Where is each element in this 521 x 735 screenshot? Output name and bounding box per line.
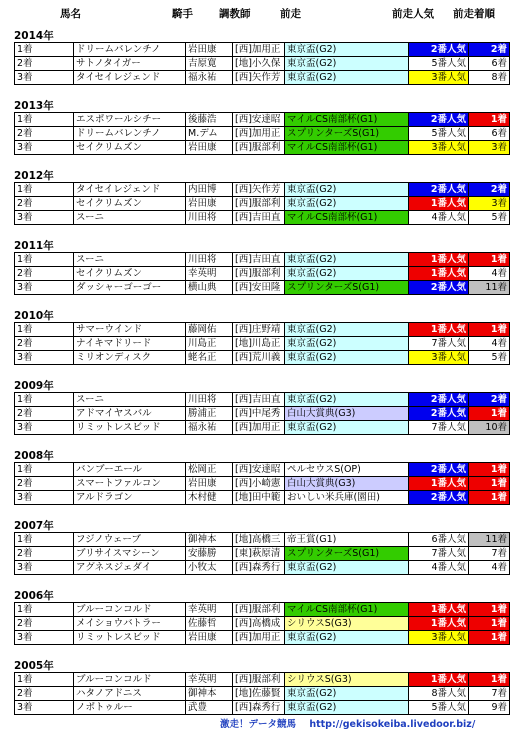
position-cell: 1着	[14, 42, 74, 57]
prev-popularity-cell: 1番人気	[408, 602, 469, 617]
prev-popularity-cell: 1番人気	[408, 322, 469, 337]
table-row	[14, 406, 510, 421]
position-cell: 3着	[14, 280, 74, 295]
trainer-cell: [西]服部利	[232, 140, 285, 155]
prev-race-cell: 東京盃(G2)	[284, 630, 409, 645]
prev-race-cell: 東京盃(G2)	[284, 196, 409, 211]
prev-popularity-cell: 8番人気	[408, 686, 469, 701]
prev-popularity-cell: 3番人気	[408, 70, 469, 85]
prev-race-cell: スプリンターズS(G1)	[284, 280, 409, 295]
year-heading: 2006年	[14, 590, 54, 602]
horse-name-cell: メイショウバトラー	[73, 616, 186, 631]
jockey-cell: 小牧太	[185, 560, 233, 575]
table-row	[14, 140, 510, 155]
position-cell: 1着	[14, 532, 74, 547]
prev-popularity-cell: 2番人気	[408, 462, 469, 477]
jockey-cell: 岩田康	[185, 476, 233, 491]
trainer-cell: [西]矢作芳	[232, 70, 285, 85]
horse-name-cell: バンブーエール	[73, 462, 186, 477]
year-heading: 2011年	[14, 240, 54, 252]
position-cell: 2着	[14, 546, 74, 561]
prev-popularity-cell: 2番人気	[408, 490, 469, 505]
position-cell: 1着	[14, 462, 74, 477]
prev-finish-cell: 1着	[468, 490, 510, 505]
prev-popularity-cell: 5番人気	[408, 126, 469, 141]
position-cell: 2着	[14, 476, 74, 491]
horse-name-cell: ブリサイスマシーン	[73, 546, 186, 561]
footer	[220, 716, 485, 730]
table-row	[14, 532, 510, 547]
prev-popularity-cell: 4番人気	[408, 210, 469, 225]
position-cell: 3着	[14, 420, 74, 435]
trainer-cell: [西]加用正	[232, 42, 285, 57]
position-cell: 2着	[14, 126, 74, 141]
prev-race-cell: 東京盃(G2)	[284, 336, 409, 351]
position-cell: 2着	[14, 336, 74, 351]
table-row	[14, 280, 510, 295]
year-heading: 2014年	[14, 30, 54, 42]
prev-popularity-cell: 1番人気	[408, 266, 469, 281]
prev-popularity-cell: 2番人気	[408, 112, 469, 127]
prev-popularity-cell: 3番人気	[408, 140, 469, 155]
year-heading: 2008年	[14, 450, 54, 462]
jockey-cell: 岩田康	[185, 196, 233, 211]
prev-finish-cell: 3着	[468, 140, 510, 155]
horse-name-cell: サマーウインド	[73, 322, 186, 337]
prev-finish-cell: 3着	[468, 196, 510, 211]
jockey-cell: 川島正	[185, 336, 233, 351]
trainer-cell: [西]安達昭	[232, 462, 285, 477]
prev-finish-cell: 9着	[468, 700, 510, 715]
position-cell: 1着	[14, 392, 74, 407]
trainer-cell: [西]荒川義	[232, 350, 285, 365]
trainer-cell: [西]服部利	[232, 672, 285, 687]
prev-popularity-cell: 2番人気	[408, 182, 469, 197]
table-row	[14, 182, 510, 197]
position-cell: 3着	[14, 350, 74, 365]
trainer-cell: [西]加用正	[232, 420, 285, 435]
trainer-cell: [地]佐藤賢	[232, 686, 285, 701]
prev-finish-cell: 2着	[468, 42, 510, 57]
horse-name-cell: ブルーコンコルド	[73, 672, 186, 687]
table-row	[14, 56, 510, 71]
horse-name-cell: ミリオンディスク	[73, 350, 186, 365]
prev-race-cell: 東京盃(G2)	[284, 322, 409, 337]
horse-name-cell: ナイキマドリード	[73, 336, 186, 351]
prev-race-cell: 帝王賞(G1)	[284, 532, 409, 547]
jockey-cell: 岩田康	[185, 630, 233, 645]
year-heading: 2012年	[14, 170, 54, 182]
table-row	[14, 322, 510, 337]
prev-race-cell: ペルセウスS(OP)	[284, 462, 409, 477]
prev-popularity-cell: 2番人気	[408, 406, 469, 421]
position-cell: 2着	[14, 196, 74, 211]
table-row	[14, 700, 510, 715]
horse-name-cell: リミットレスビッド	[73, 420, 186, 435]
jockey-cell: 福永祐	[185, 70, 233, 85]
year-heading: 2010年	[14, 310, 54, 322]
horse-name-cell: フジノウェーブ	[73, 532, 186, 547]
prev-race-cell: シリウスS(G3)	[284, 672, 409, 687]
horse-name-cell: スーニ	[73, 252, 186, 267]
prev-popularity-cell: 1番人気	[408, 252, 469, 267]
prev-finish-cell: 1着	[468, 476, 510, 491]
prev-race-cell: 東京盃(G2)	[284, 252, 409, 267]
jockey-cell: 幸英明	[185, 602, 233, 617]
prev-finish-cell: 1着	[468, 616, 510, 631]
table-row	[14, 42, 510, 57]
jockey-cell: M.デム	[185, 126, 233, 141]
prev-popularity-cell: 7番人気	[408, 420, 469, 435]
prev-race-cell: 東京盃(G2)	[284, 182, 409, 197]
horse-name-cell: ハタノアドニス	[73, 686, 186, 701]
table-row	[14, 350, 510, 365]
trainer-cell: [西]服部利	[232, 196, 285, 211]
table-row	[14, 616, 510, 631]
prev-finish-cell: 1着	[468, 602, 510, 617]
footer-site-name: 激走！データ競馬	[220, 719, 297, 730]
prev-finish-cell: 7着	[468, 686, 510, 701]
table-row	[14, 602, 510, 617]
prev-race-cell: マイルCS南部杯(G1)	[284, 112, 409, 127]
trainer-cell: [西]吉田直	[232, 210, 285, 225]
jockey-cell: 御神本	[185, 686, 233, 701]
position-cell: 2着	[14, 616, 74, 631]
position-cell: 1着	[14, 672, 74, 687]
jockey-cell: 岩田康	[185, 42, 233, 57]
horse-name-cell: セイクリムズン	[73, 196, 186, 211]
prev-popularity-cell: 7番人気	[408, 546, 469, 561]
table-row	[14, 252, 510, 267]
jockey-cell: 幸英明	[185, 672, 233, 687]
header-horse: 馬名	[60, 8, 81, 20]
position-cell: 3着	[14, 210, 74, 225]
header-prev-race: 前走	[280, 8, 301, 20]
trainer-cell: [西]小崎憲	[232, 476, 285, 491]
prev-race-cell: 東京盃(G2)	[284, 350, 409, 365]
prev-finish-cell: 1着	[468, 322, 510, 337]
prev-race-cell: 東京盃(G2)	[284, 42, 409, 57]
prev-race-cell: シリウスS(G3)	[284, 616, 409, 631]
trainer-cell: [西]中尾秀	[232, 406, 285, 421]
jockey-cell: 内田博	[185, 182, 233, 197]
trainer-cell: [地]田中範	[232, 490, 285, 505]
horse-name-cell: アドマイヤスバル	[73, 406, 186, 421]
jockey-cell: 川田将	[185, 392, 233, 407]
prev-finish-cell: 2着	[468, 392, 510, 407]
position-cell: 3着	[14, 560, 74, 575]
prev-race-cell: スプリンターズS(G1)	[284, 126, 409, 141]
prev-finish-cell: 6着	[468, 126, 510, 141]
trainer-cell: [地]小久保	[232, 56, 285, 71]
horse-name-cell: タイセイレジェンド	[73, 182, 186, 197]
horse-name-cell: セイクリムズン	[73, 140, 186, 155]
footer-url[interactable]: http://gekisokeiba.livedoor.biz/	[309, 719, 476, 730]
table-row	[14, 196, 510, 211]
trainer-cell: [西]矢作芳	[232, 182, 285, 197]
prev-race-cell: マイルCS南部杯(G1)	[284, 140, 409, 155]
trainer-cell: [西]森秀行	[232, 560, 285, 575]
prev-popularity-cell: 2番人気	[408, 392, 469, 407]
jockey-cell: 安藤勝	[185, 546, 233, 561]
header-prev-finish: 前走着順	[453, 8, 495, 20]
header-prev-popularity: 前走人気	[392, 8, 434, 20]
prev-race-cell: 東京盃(G2)	[284, 266, 409, 281]
prev-finish-cell: 1着	[468, 630, 510, 645]
horse-name-cell: スーニ	[73, 210, 186, 225]
table-row	[14, 70, 510, 85]
position-cell: 3着	[14, 70, 74, 85]
trainer-cell: [西]服部利	[232, 266, 285, 281]
trainer-cell: [西]安達昭	[232, 112, 285, 127]
prev-popularity-cell: 2番人気	[408, 42, 469, 57]
horse-name-cell: リミットレスビッド	[73, 630, 186, 645]
trainer-cell: [西]森秀行	[232, 700, 285, 715]
prev-finish-cell: 8着	[468, 70, 510, 85]
prev-popularity-cell: 5番人気	[408, 56, 469, 71]
jockey-cell: 武豊	[185, 700, 233, 715]
trainer-cell: [西]安田隆	[232, 280, 285, 295]
table-row	[14, 490, 510, 505]
prev-race-cell: 東京盃(G2)	[284, 420, 409, 435]
year-heading: 2013年	[14, 100, 54, 112]
prev-finish-cell: 10着	[468, 420, 510, 435]
position-cell: 2着	[14, 56, 74, 71]
prev-finish-cell: 4着	[468, 336, 510, 351]
trainer-cell: [西]吉田直	[232, 392, 285, 407]
trainer-cell: [地]川島正	[232, 336, 285, 351]
horse-name-cell: アルドラゴン	[73, 490, 186, 505]
jockey-cell: 吉原寛	[185, 56, 233, 71]
position-cell: 1着	[14, 112, 74, 127]
prev-popularity-cell: 3番人気	[408, 630, 469, 645]
prev-popularity-cell: 4番人気	[408, 560, 469, 575]
prev-popularity-cell: 1番人気	[408, 196, 469, 211]
jockey-cell: 藤岡佑	[185, 322, 233, 337]
horse-name-cell: スマートファルコン	[73, 476, 186, 491]
table-row	[14, 126, 510, 141]
jockey-cell: 松岡正	[185, 462, 233, 477]
trainer-cell: [西]吉田直	[232, 252, 285, 267]
table-row	[14, 210, 510, 225]
year-heading: 2007年	[14, 520, 54, 532]
table-row	[14, 336, 510, 351]
table-row	[14, 546, 510, 561]
prev-finish-cell: 11着	[468, 532, 510, 547]
prev-race-cell: 東京盃(G2)	[284, 686, 409, 701]
prev-finish-cell: 1着	[468, 252, 510, 267]
position-cell: 2着	[14, 266, 74, 281]
horse-name-cell: ブルーコンコルド	[73, 602, 186, 617]
table-row	[14, 672, 510, 687]
jockey-cell: 福永祐	[185, 420, 233, 435]
prev-race-cell: マイルCS南部杯(G1)	[284, 602, 409, 617]
horse-name-cell: アグネスジェダイ	[73, 560, 186, 575]
trainer-cell: [西]加用正	[232, 126, 285, 141]
prev-race-cell: マイルCS南部杯(G1)	[284, 210, 409, 225]
jockey-cell: 木村健	[185, 490, 233, 505]
position-cell: 3着	[14, 490, 74, 505]
jockey-cell: 後藤浩	[185, 112, 233, 127]
prev-finish-cell: 1着	[468, 112, 510, 127]
prev-finish-cell: 5着	[468, 350, 510, 365]
prev-finish-cell: 2着	[468, 182, 510, 197]
jockey-cell: 横山典	[185, 280, 233, 295]
prev-race-cell: スプリンターズS(G1)	[284, 546, 409, 561]
trainer-cell: [西]服部利	[232, 602, 285, 617]
horse-name-cell: タイセイレジェンド	[73, 70, 186, 85]
jockey-cell: 川田将	[185, 210, 233, 225]
prev-finish-cell: 1着	[468, 406, 510, 421]
prev-race-cell: 東京盃(G2)	[284, 70, 409, 85]
year-heading: 2009年	[14, 380, 54, 392]
table-row	[14, 462, 510, 477]
position-cell: 2着	[14, 686, 74, 701]
table-row	[14, 112, 510, 127]
jockey-cell: 勝浦正	[185, 406, 233, 421]
position-cell: 2着	[14, 406, 74, 421]
jockey-cell: 佐藤哲	[185, 616, 233, 631]
horse-name-cell: ノボトゥルー	[73, 700, 186, 715]
position-cell: 1着	[14, 182, 74, 197]
prev-finish-cell: 4着	[468, 266, 510, 281]
prev-popularity-cell: 1番人気	[408, 616, 469, 631]
position-cell: 1着	[14, 602, 74, 617]
prev-finish-cell: 7着	[468, 546, 510, 561]
horse-name-cell: サトノタイガー	[73, 56, 186, 71]
table-row	[14, 476, 510, 491]
prev-finish-cell: 4着	[468, 560, 510, 575]
trainer-cell: [西]加用正	[232, 630, 285, 645]
position-cell: 3着	[14, 700, 74, 715]
prev-race-cell: 白山大賞典(G3)	[284, 476, 409, 491]
jockey-cell: 岩田康	[185, 140, 233, 155]
position-cell: 3着	[14, 140, 74, 155]
jockey-cell: 幸英明	[185, 266, 233, 281]
horse-name-cell: ドリームバレンチノ	[73, 42, 186, 57]
table-row	[14, 266, 510, 281]
prev-popularity-cell: 3番人気	[408, 350, 469, 365]
position-cell: 3着	[14, 630, 74, 645]
prev-race-cell: 東京盃(G2)	[284, 700, 409, 715]
table-row	[14, 392, 510, 407]
header-trainer: 調教師	[219, 8, 251, 20]
jockey-cell: 蛯名正	[185, 350, 233, 365]
prev-popularity-cell: 7番人気	[408, 336, 469, 351]
prev-finish-cell: 6着	[468, 56, 510, 71]
table-row	[14, 630, 510, 645]
prev-race-cell: 白山大賞典(G3)	[284, 406, 409, 421]
jockey-cell: 川田将	[185, 252, 233, 267]
table-row	[14, 420, 510, 435]
prev-popularity-cell: 2番人気	[408, 280, 469, 295]
horse-name-cell: セイクリムズン	[73, 266, 186, 281]
prev-finish-cell: 5着	[468, 210, 510, 225]
prev-race-cell: 東京盃(G2)	[284, 56, 409, 71]
prev-race-cell: 東京盃(G2)	[284, 560, 409, 575]
position-cell: 1着	[14, 322, 74, 337]
year-heading: 2005年	[14, 660, 54, 672]
trainer-cell: [西]庄野靖	[232, 322, 285, 337]
position-cell: 1着	[14, 252, 74, 267]
prev-finish-cell: 1着	[468, 672, 510, 687]
prev-popularity-cell: 6番人気	[408, 532, 469, 547]
prev-popularity-cell: 1番人気	[408, 476, 469, 491]
table-row	[14, 560, 510, 575]
prev-race-cell: 東京盃(G2)	[284, 392, 409, 407]
prev-popularity-cell: 5番人気	[408, 700, 469, 715]
table-row	[14, 686, 510, 701]
trainer-cell: [東]萩原清	[232, 546, 285, 561]
trainer-cell: [西]高橋成	[232, 616, 285, 631]
horse-name-cell: ダッシャーゴーゴー	[73, 280, 186, 295]
horse-name-cell: スーニ	[73, 392, 186, 407]
prev-popularity-cell: 1番人気	[408, 672, 469, 687]
prev-finish-cell: 1着	[468, 462, 510, 477]
trainer-cell: [地]高橋三	[232, 532, 285, 547]
jockey-cell: 御神本	[185, 532, 233, 547]
horse-name-cell: ドリームバレンチノ	[73, 126, 186, 141]
prev-race-cell: おいしい米兵庫(園田)	[284, 490, 409, 505]
prev-finish-cell: 11着	[468, 280, 510, 295]
horse-name-cell: エスポワールシチー	[73, 112, 186, 127]
header-jockey: 騎手	[172, 8, 193, 20]
